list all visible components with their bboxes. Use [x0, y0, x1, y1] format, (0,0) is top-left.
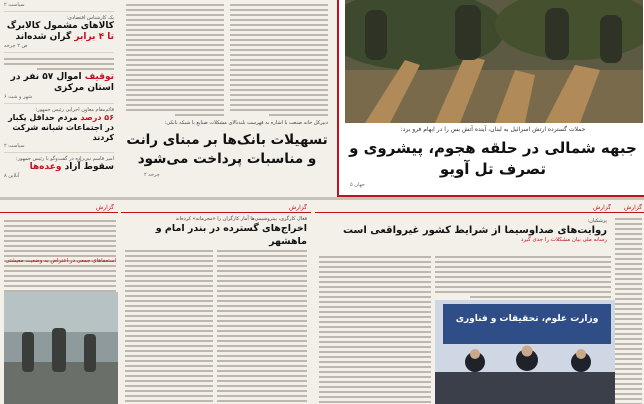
story-ref: ۲ چرخه — [144, 172, 160, 178]
story-headline: روایت‌های صداوسیما از شرایط کشور غیرواقعی است — [342, 225, 607, 236]
news-briefs-column — [0, 0, 118, 196]
story-headline: تسهیلات بانک‌ها بر مبنای رانت و مناسبات پرداخت می‌شود — [126, 132, 328, 167]
lead-kicker: حملات گسترده ارتش اسرائیل به لبنان، آینده آتش بس را در ابهام فرو برد: — [400, 126, 586, 133]
report-pezeshkian[interactable] — [315, 204, 615, 404]
brief-kicker: امیر قاسم نبی‌زاده در گفت‌وگو با رئیس جمهور: — [15, 156, 114, 162]
story-kicker: پزشکیان: — [587, 218, 607, 224]
top-section — [0, 0, 644, 197]
report-column-right[interactable] — [615, 204, 644, 404]
brief-item[interactable] — [4, 153, 114, 182]
brief-headline: کالاهای مشمول کالابرگ تا ۴ برابر گران شده‌اند — [6, 21, 114, 42]
lead-headline: جبهه شمالی در حلقه هجوم، پیشروی و تصرف تل آویو — [349, 139, 637, 178]
brief-item[interactable] — [4, 53, 114, 104]
section-label: گزارش — [592, 204, 611, 211]
story-kicker: فعال کارگری، بیتروشیمی‌ها آمار کارگران را «محرمانه» کرده‌اند — [175, 216, 307, 222]
section-label: گزارش — [623, 204, 642, 211]
ministry-meeting-photo — [435, 300, 615, 404]
brief-ref: سیاست ۲ — [4, 2, 25, 8]
report-resignations[interactable] — [0, 204, 118, 404]
brief-ref: ۲ سیاست — [4, 143, 25, 149]
soldiers-photo — [345, 0, 643, 123]
brief-item[interactable] — [4, 0, 114, 12]
story-kicker: دبیرکل خانه صنعت با اشاره به فهرست بلندبالای مشکلات صنایع با شبکه بانکی: — [164, 120, 328, 126]
brief-headline: توقیف اموال ۵۷ نفر در استان مرکزی — [10, 72, 114, 93]
story-headline: اخراج‌های گسترده در بندر امام و ماهشهر — [155, 223, 307, 247]
section-divider — [0, 197, 644, 200]
brief-ref: ص ۲ چرخه — [4, 43, 28, 49]
brief-headline: ۵۶ درصد مردم حداقل یکبار در اجتماعات شبانه شرکت کردند — [8, 113, 114, 142]
industry-story[interactable] — [120, 0, 332, 196]
story-subhead: رسانه ملی بیان مشکلات را جدی گیرد — [520, 237, 607, 243]
report-layoffs[interactable] — [121, 204, 311, 404]
brief-kicker: قائم‌مقام معاون اجرایی رئیس جمهور: — [35, 107, 114, 113]
section-label: گزارش — [95, 204, 114, 211]
brief-item[interactable] — [4, 12, 114, 53]
section-label: گزارش — [288, 204, 307, 211]
story-body-text — [126, 0, 328, 118]
brief-ref: ۶ شهر و شت — [4, 94, 33, 100]
story-subhead: استعفاهای جمعی در اعتراض به وضعیت معیشتی — [5, 258, 116, 264]
brief-kicker: یک کارشناس اقتصادی: — [66, 15, 114, 21]
photo-caption: وزارت علوم، تحقیقات و فناوری — [455, 314, 599, 324]
lead-story[interactable] — [337, 0, 644, 197]
protest-photo — [4, 292, 118, 404]
brief-headline: سقوط آزاد وعده‌ها — [29, 162, 114, 172]
lead-ref: ۵ جهان — [350, 182, 365, 188]
brief-ref: ۸ آنلاین — [4, 173, 20, 179]
brief-item[interactable] — [4, 104, 114, 153]
